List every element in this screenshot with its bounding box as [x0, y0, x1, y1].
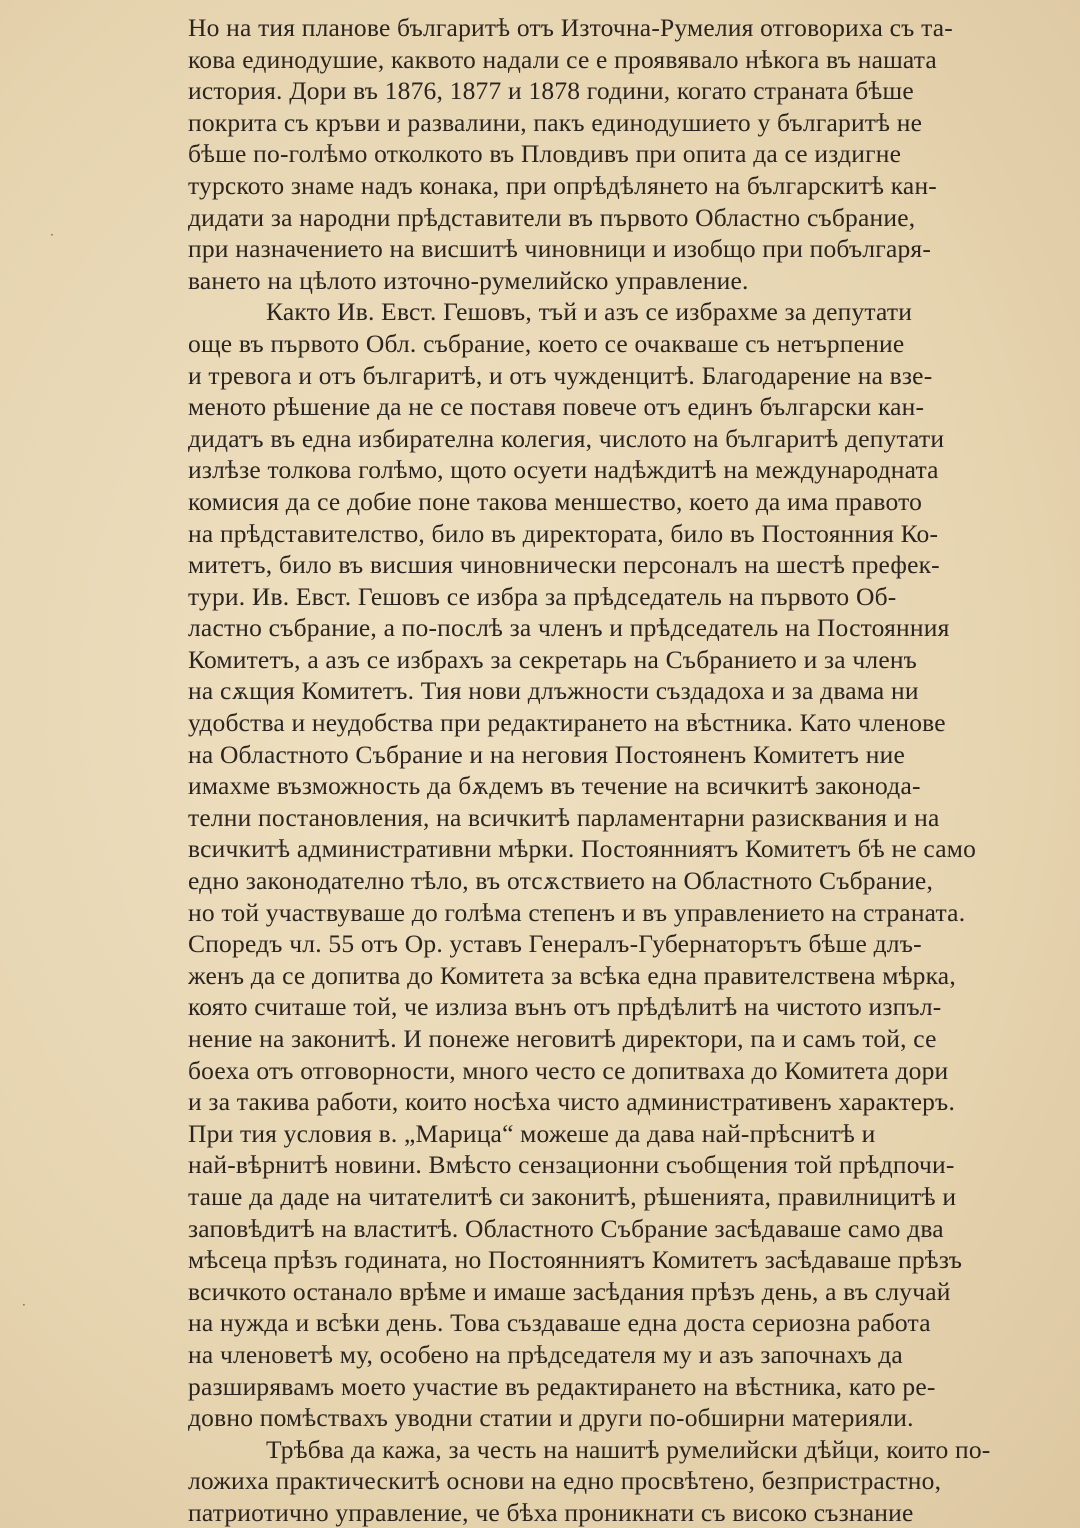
text-line: излѣзе толкова голѣмо, щото осуети надѣждитѣ на международната	[188, 455, 939, 485]
text-line: меното рѣшение да не се поставя повече отъ единъ български кан-	[188, 392, 925, 422]
text-line: на сѫщия Комитетъ. Тия нови длъжности създадоха и за двама ни	[188, 676, 919, 706]
text-line: телни постановления, на всичкитѣ парламентарни разисквания и на	[188, 802, 940, 832]
text-line: но той участвуваше до голѣма степенъ и въ управлението на страната.	[188, 897, 966, 927]
text-line: покрита съ кръви и развалини, пакъ единодушието у българитѣ не	[188, 107, 923, 137]
text-line: нение на законитѣ. И понеже неговитѣ директори, па и самъ той, се	[188, 1024, 937, 1053]
text-line: удобства и неудобства при редактирането на вѣстника. Като членове	[188, 708, 946, 738]
text-line: комисия да се добие поне такова меншество, което да има правото	[188, 486, 923, 516]
text-line: всичкитѣ административни мѣрки. Постоянниятъ Комитетъ бѣ не само	[188, 834, 977, 864]
text-line: Споредъ чл. 55 отъ Ор. уставъ Генералъ-Губернаторътъ бѣше длъ-	[188, 929, 922, 959]
text-line: и за такива работи, които носѣха чисто административенъ характеръ.	[188, 1087, 956, 1117]
body-text	[188, 12, 1080, 1528]
text-line: Комитетъ, а азъ се избрахъ за секретарь на Събранието и за членъ	[188, 644, 918, 674]
text-line: Трѣбва да кажа, за честь на нашитѣ румелийски дѣйци, които по-	[266, 1434, 991, 1464]
text-line: кова единодушие, каквото надали се е проявявало нѣкога въ нашата	[188, 44, 937, 74]
text-line: дидатъ въ една избирателна колегия, числото на българитѣ депутати	[188, 423, 945, 453]
text-line: и тревога и отъ българитѣ, и отъ чужденцитѣ. Благодарение на взе-	[188, 360, 933, 390]
text-line: женъ да се допитва до Комитета за всѣка една правителствена мѣрка,	[188, 960, 956, 990]
text-line: Както Ив. Евст. Гешовъ, тъй и азъ се избрахме за депутати	[266, 297, 913, 327]
text-line: довно помѣствахъ уводни статии и други по-обширни материяли.	[188, 1403, 914, 1433]
text-line: ването на цѣлото източно-румелийско управление.	[188, 265, 749, 295]
text-line: При тия условия в. „Марица“ можеше да дава най-прѣснитѣ и	[188, 1118, 876, 1148]
text-line: ластно събрание, а по-послѣ за членъ и прѣдседатель на Постоянния	[188, 613, 950, 643]
text-line: на прѣдставителство, било въ директората, било въ Постоянния Ко-	[188, 518, 939, 548]
text-line: бѣше по-голѣмо отколкото въ Пловдивъ при опита да се издигне	[188, 139, 902, 169]
text-line: заповѣдитѣ на властитѣ. Областното Събрание засѣдаваше само два	[188, 1213, 944, 1243]
text-line: история. Дори въ 1876, 1877 и 1878 години, когато страната бѣше	[188, 76, 914, 106]
text-line: патриотично управление, че бѣха проникнати съ високо съзнание	[188, 1497, 914, 1527]
text-line: Но на тия планове българитѣ отъ Източна-Румелия отговориха съ та-	[188, 13, 953, 42]
text-line: разширявамъ моето участие въ редактирането на вѣстника, като ре-	[188, 1371, 936, 1401]
text-line: още въ първото Обл. събрание, което се очакваше съ нетърпение	[188, 328, 905, 358]
text-line: най-вѣрнитѣ новини. Вмѣсто сензационни съобщения той прѣдпочи-	[188, 1150, 955, 1180]
text-line: всичкото останало врѣме и имаше засѣдания прѣзъ день, а въ случай	[188, 1276, 951, 1306]
text-line: таше да даде на читателитѣ си законитѣ, рѣшенията, правилницитѣ и	[188, 1181, 957, 1211]
text-line: имахме възможность да бѫдемъ въ течение на всичкитѣ законода-	[188, 771, 921, 801]
page-speck: ·	[50, 228, 54, 242]
text-line: едно законодателно тѣло, въ отсѫствието на Областното Събрание,	[188, 866, 934, 896]
text-line: боеха отъ отговорности, много често се допитваха до Комитета дори	[188, 1055, 949, 1085]
text-line: тури. Ив. Евст. Гешовъ се избра за прѣдседатель на първото Об-	[188, 581, 897, 611]
text-line: която считаше той, че излиза вънъ отъ прѣдѣлитѣ на чистото изпъл-	[188, 992, 942, 1022]
text-line: на членоветѣ му, особено на прѣдседателя му и азъ започнахъ да	[188, 1339, 903, 1369]
text-line: на Областното Събрание и на неговия Постояненъ Комитетъ ние	[188, 739, 905, 769]
text-line: мѣсеца прѣзъ годината, но Постоянниятъ Комитетъ засѣдаваше прѣзъ	[188, 1245, 963, 1275]
text-line: митетъ, било въ висшия чиновнически персоналъ на шестѣ префек-	[188, 550, 940, 580]
text-line: турското знаме надъ конака, при опрѣдѣлянето на българскитѣ кан-	[188, 170, 937, 200]
page-speck: ·	[22, 1298, 26, 1312]
text-line: дидати за народни прѣдставители въ първото Областно събрание,	[188, 202, 916, 232]
text-line: при назначението на висшитѣ чиновници и изобщо при побългаря-	[188, 234, 932, 264]
text-line: ложиха практическитѣ основи на едно просвѣтено, безпристрастно,	[188, 1466, 942, 1496]
text-line: на нужда и всѣки день. Това създаваше една доста сериозна работа	[188, 1308, 931, 1338]
